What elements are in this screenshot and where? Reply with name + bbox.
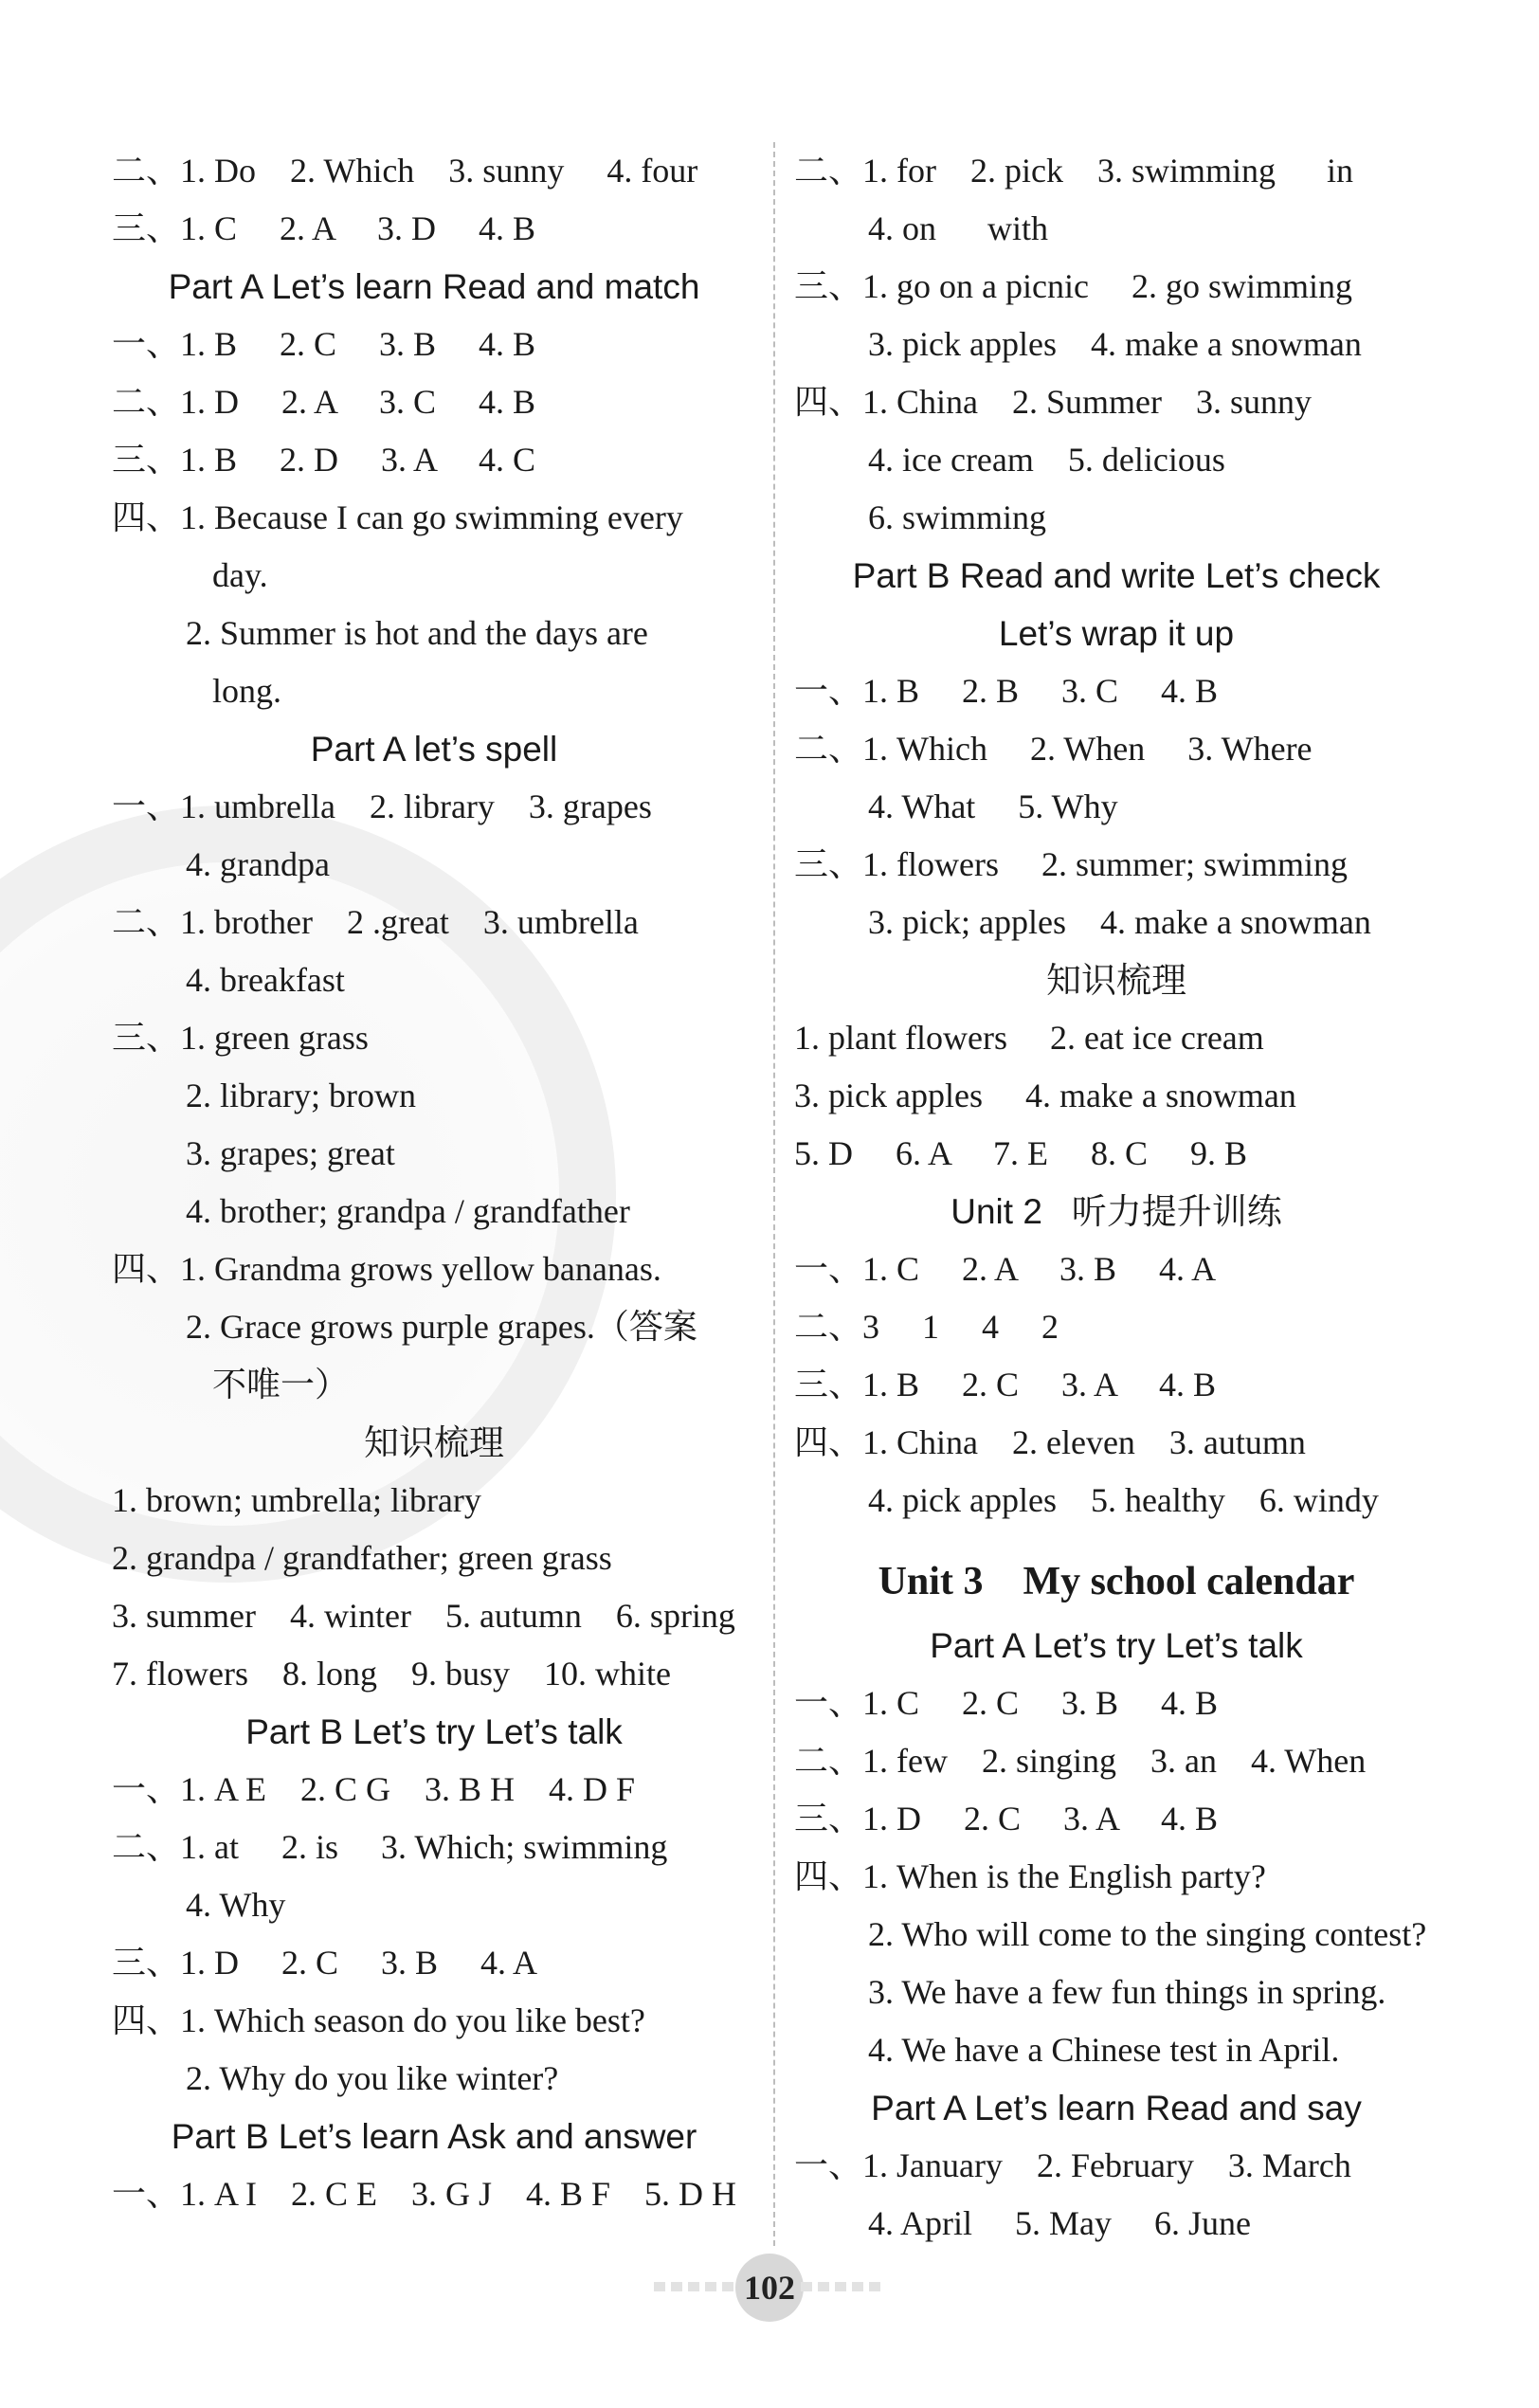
- right-section-heading: Part B Read and write Let’s check: [852, 556, 1381, 595]
- left-answer-line: 2. Grace grows purple grapes.（答案: [186, 1308, 697, 1346]
- footer-ornament-right: [801, 2282, 886, 2291]
- right-answer-line: 二、1. few 2. singing 3. an 4. When: [794, 1742, 1367, 1780]
- left-answer-line: 一、1. B 2. C 3. B 4. B: [112, 325, 536, 363]
- page-footer: [0, 2254, 1539, 2322]
- left-answer-line: 一、1. A E 2. C G 3. B H 4. D F: [112, 1770, 636, 1808]
- right-answer-line: 三、1. flowers 2. summer; swimming: [794, 845, 1348, 883]
- right-answer-line: 四、1. When is the English party?: [794, 1857, 1266, 1895]
- right-answer-line: 1. plant flowers 2. eat ice cream: [794, 1019, 1264, 1057]
- left-section-heading: Part A Let’s learn Read and match: [168, 267, 700, 306]
- left-answer-line: 三、1. C 2. A 3. D 4. B: [112, 209, 536, 247]
- left-answer-line: 三、1. B 2. D 3. A 4. C: [112, 441, 536, 479]
- left-answer-line: 4. grandpa: [186, 845, 330, 883]
- left-answer-line: 三、1. D 2. C 3. B 4. A: [112, 1944, 538, 1982]
- right-answer-line: 二、3 1 4 2: [794, 1308, 1059, 1346]
- right-answer-line: 三、1. B 2. C 3. A 4. B: [794, 1366, 1217, 1403]
- right-answer-line: 5. D 6. A 7. E 8. C 9. B: [794, 1134, 1248, 1172]
- left-section-heading: Part A let’s spell: [310, 730, 558, 769]
- left-answer-line: 4. brother; grandpa / grandfather: [186, 1192, 630, 1230]
- column-divider: [773, 142, 775, 2246]
- right-answer-line: 4. We have a Chinese test in April.: [868, 2031, 1340, 2069]
- right-answer-line: 一、1. January 2. February 3. March: [794, 2146, 1351, 2184]
- footer-ornament-left: [654, 2282, 739, 2291]
- right-answer-line: 2. Who will come to the singing contest?: [868, 1915, 1427, 1953]
- right-answer-line: 3. We have a few fun things in spring.: [868, 1973, 1386, 2011]
- right-answer-line: 4. What 5. Why: [868, 788, 1118, 825]
- left-answer-line: 二、1. D 2. A 3. C 4. B: [112, 383, 536, 421]
- right-answer-line: 3. pick apples 4. make a snowman: [868, 325, 1362, 363]
- right-answer-column: [794, 142, 1439, 2253]
- left-answer-line: 一、1. umbrella 2. library 3. grapes: [112, 788, 652, 825]
- left-answer-line: 四、1. Grandma grows yellow bananas.: [112, 1250, 661, 1288]
- left-answer-line: 2. library; brown: [186, 1077, 416, 1114]
- left-answer-line: 三、1. green grass: [112, 1019, 369, 1057]
- right-answer-line: 一、1. C 2. C 3. B 4. B: [794, 1684, 1219, 1722]
- left-answer-line: 2. grandpa / grandfather; green grass: [112, 1539, 612, 1577]
- left-answer-line: 二、1. brother 2 .great 3. umbrella: [112, 903, 639, 941]
- right-answer-line: 二、1. for 2. pick 3. swimming in: [794, 152, 1353, 190]
- left-section-heading: Part B Let’s try Let’s talk: [245, 1712, 623, 1751]
- right-section-heading: Let’s wrap it up: [998, 614, 1235, 653]
- left-answer-line: 二、1. at 2. is 3. Which; swimming: [112, 1828, 668, 1866]
- left-answer-line: long.: [212, 672, 282, 710]
- left-answer-line: 不唯一）: [212, 1366, 350, 1403]
- right-section-heading: Part A Let’s learn Read and say: [871, 2089, 1362, 2127]
- left-answer-line: 四、1. Because I can go swimming every: [112, 498, 683, 536]
- left-answer-line: 7. flowers 8. long 9. busy 10. white: [112, 1655, 671, 1693]
- left-section-heading: 知识梳理: [364, 1423, 504, 1462]
- left-answer-line: 3. grapes; great: [186, 1134, 395, 1172]
- left-answer-line: 4. Why: [186, 1886, 286, 1924]
- left-answer-line: 2. Summer is hot and the days are: [186, 614, 648, 652]
- right-answer-line: 4. ice cream 5. delicious: [868, 441, 1225, 479]
- left-answer-line: 2. Why do you like winter?: [186, 2059, 559, 2097]
- right-unit-title: Unit 3 My school calendar: [878, 1560, 1355, 1603]
- right-answer-line: 一、1. B 2. B 3. C 4. B: [794, 672, 1219, 710]
- right-answer-line: 4. on with: [868, 209, 1049, 247]
- right-answer-line: 二、1. Which 2. When 3. Where: [794, 730, 1313, 768]
- left-answer-line: 二、1. Do 2. Which 3. sunny 4. four: [112, 152, 698, 190]
- right-section-heading: 知识梳理: [1046, 961, 1186, 1000]
- right-section-heading: Part A Let’s try Let’s talk: [930, 1626, 1303, 1665]
- right-answer-line: 3. pick apples 4. make a snowman: [794, 1077, 1296, 1114]
- left-answer-line: 1. brown; umbrella; library: [112, 1481, 481, 1519]
- right-answer-line: 4. pick apples 5. healthy 6. windy: [868, 1481, 1379, 1519]
- right-answer-line: 6. swimming: [868, 498, 1047, 536]
- left-section-heading: Part B Let’s learn Ask and answer: [171, 2117, 697, 2156]
- left-answer-line: day.: [212, 556, 268, 594]
- left-answer-column: [112, 142, 756, 2223]
- right-answer-line: 三、1. D 2. C 3. A 4. B: [794, 1800, 1219, 1838]
- right-section-heading: Unit 2 听力提升训练: [951, 1192, 1282, 1231]
- left-answer-line: 一、1. A I 2. C E 3. G J 4. B F 5. D H: [112, 2175, 737, 2213]
- right-answer-line: 一、1. C 2. A 3. B 4. A: [794, 1250, 1217, 1288]
- right-answer-line: 三、1. go on a picnic 2. go swimming: [794, 267, 1352, 305]
- right-answer-line: 四、1. China 2. Summer 3. sunny: [794, 383, 1312, 421]
- right-answer-line: 四、1. China 2. eleven 3. autumn: [794, 1423, 1306, 1461]
- right-answer-line: 4. April 5. May 6. June: [868, 2204, 1251, 2242]
- left-answer-line: 4. breakfast: [186, 961, 345, 999]
- right-answer-line: 3. pick; apples 4. make a snowman: [868, 903, 1371, 941]
- left-answer-line: 3. summer 4. winter 5. autumn 6. spring: [112, 1597, 735, 1635]
- page-number: 102: [735, 2254, 804, 2322]
- left-answer-line: 四、1. Which season do you like best?: [112, 2001, 645, 2039]
